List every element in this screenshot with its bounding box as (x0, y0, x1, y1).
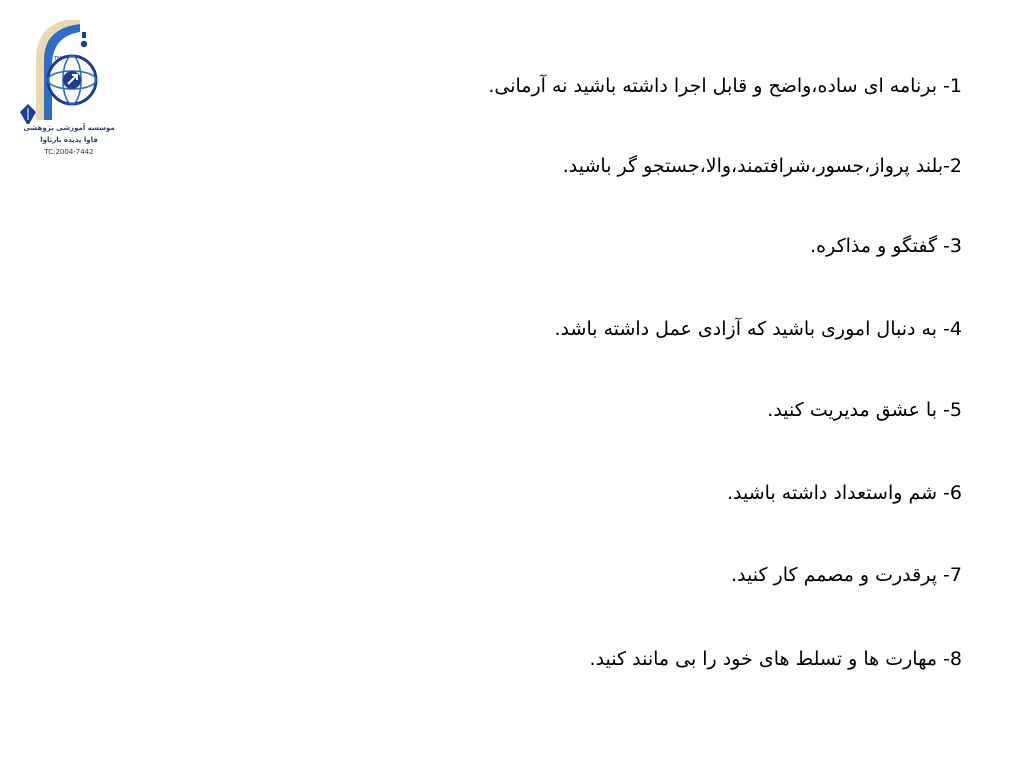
logo-name-line1: موسسه آموزشی پژوهشی (23, 124, 115, 132)
list-item: 3- گفتگو و مذاکره. (810, 235, 962, 257)
logo-emblem-icon (14, 20, 124, 124)
list-item: 2-بلند پرواز،جسور،شرافتمند،والا،جستجو گر باشید. (562, 155, 962, 177)
list-item: 4- به دنبال اموری باشید که آزادی عمل داشته باشد. (554, 318, 962, 340)
list-item: 1- برنامه ای ساده،واضح و قابل اجرا داشته باشید نه آرمانی. (488, 75, 962, 97)
logo-code: TC:2004-7442 (44, 148, 94, 156)
svg-text:TM: TM (54, 56, 62, 62)
list-item: 5- با عشق مدیریت کنید. (767, 399, 962, 421)
logo-name-line2: فاوا پدیده بارثاوا (40, 136, 98, 144)
institute-logo (14, 20, 124, 170)
principles-list (342, 0, 962, 768)
list-item: 8- مهارت ها و تسلط های خود را بی مانند کنید. (589, 648, 962, 670)
list-item: 7- پرقدرت و مصمم کار کنید. (730, 564, 962, 586)
list-item: 6- شم واستعداد داشته باشید. (727, 482, 962, 504)
